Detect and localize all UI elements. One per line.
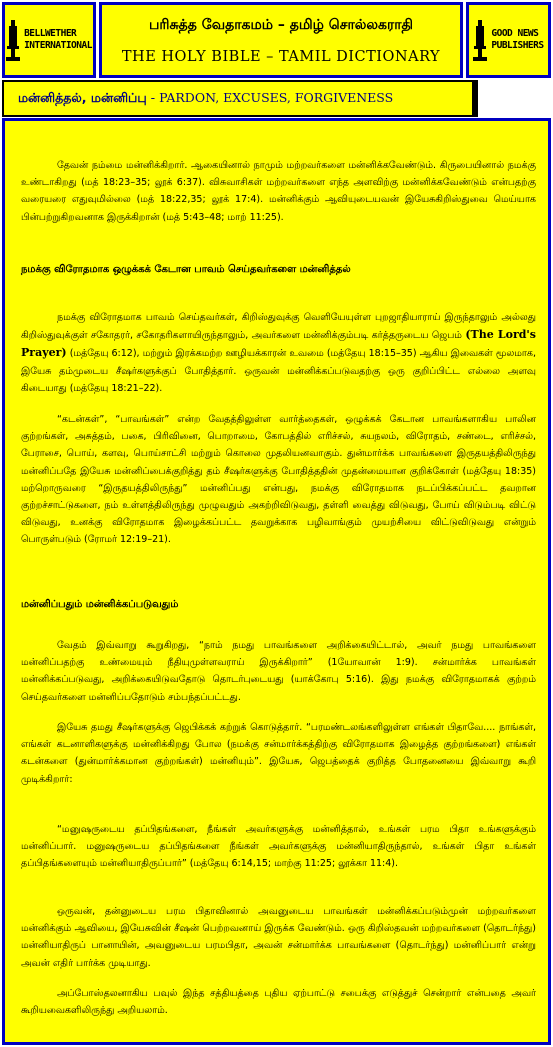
topic-bar <box>2 80 474 117</box>
paragraph-matthew-quote: “மனுஷருடைய தப்பிதங்களை, நீங்கள் அவர்களுக்கு மன்னித்தால், உங்கள் பரம பிதா உங்களுக்கும் மன்னிப்பார். மனுஷருடைய தப்பிதங்களை நீங்கள் அவர்களுக்கு மன்னியாதிருந்தால், உங்கள் பிதா உங்கள் தப்பிதங்களையும் மன்னியாதிருப்பார்” (மத்தேயு 6:14,15; மாற்கு 11:25; லூக்கா 11:4). <box>21 824 536 870</box>
logo-right-line1: GOOD NEWS <box>491 28 539 39</box>
topic-separator: - <box>146 90 160 105</box>
topic-bar-shadow <box>474 80 478 117</box>
title-tamil: பரிசுத்த வேதாகமம் – தமிழ் சொல்லகராதி <box>149 17 413 33</box>
lamp-icon <box>6 18 20 62</box>
good-news-logo <box>466 2 551 78</box>
content-panel <box>2 118 551 1045</box>
section-heading-1: நமக்கு விரோதமாக ஒழுக்கக் கேடான பாவம் செய்தவர்களை மன்னித்தல் <box>21 264 351 275</box>
logo-left-line2: INTERNATIONAL <box>24 40 92 51</box>
section-heading-2: மன்னிப்பதும் மன்னிக்கப்படுவதும் <box>21 599 179 610</box>
topic-tamil: மன்னித்தல், மன்னிப்பு <box>18 90 147 105</box>
paragraph-intro: தேவன் நம்மை மன்னிக்கிறார். ஆகையினால் நாமும் மற்றவர்களை மன்னிக்கவேண்டும். கிருபையினால் நமக்கு உண்டாகிறது (மத் 18:23–35; லூக் 6:37). விசுவாசிகள் மற்றவர்களை எந்த அளவிற்கு மன்னிக்கவேண்டும் என்பதற்கு வரையரை எதுவுமில்லை (மத் 18:22,35; லூக் 17:4). மன்னிக்கும் ஆவியுடையவன் இயேசுகிறிஸ்துவை மெய்யாக பின்பற்றுகிறவனாக இருக்கிறான் (மத் 5:43–48; மாற் 11:25). <box>21 160 536 223</box>
lords-prayer-english: (The Lord's Prayer) <box>21 328 536 360</box>
bellwether-logo <box>2 2 96 78</box>
paragraph-lords-prayer-teaching: இயேசு தமது சீஷர்களுக்கு ஜெபிக்கக் கற்றுக் கொடுத்தார். “பரமண்டலங்களிலுள்ள எங்கள் பிதாவே.... நாங்கள், எங்கள் கடனாளிகளுக்கு மன்னிக்கிறது போல (நமக்கு சன்மார்க்கத்திற்கு விரோதமாக இழைத்த குற்றங்களை) எங்கள் கடன்களை (துன்மார்க்கமான குற்றங்கள்) மன்னியும்”. இயேசு, ஜெபத்தைக் குறித்த போதனையை இவ்வாறு கூறி முடிக்கிறார்: <box>21 722 536 785</box>
title-english: THE HOLY BIBLE – TAMIL DICTIONARY <box>121 49 441 65</box>
paragraph-debts-sins: “கடன்கள்”, “பாவங்கள்” என்ற வேதத்திலுள்ள வார்த்தைகள், ஒழுக்கக் கேடான பாவங்களாகிய பாலின குற்றங்கள், அசுத்தம், பகை, பிரிவினை, பொறாமை, கோபத்தில் எரிச்சல், சுயநலம், விரோதம், சண்டை, எரிச்சல், பேராசை, பொய், களவு, பொய்சாட்சி மற்றும் கொலை முதலியனவாகும். துன்மார்க்க பாவங்களை இருதயத்திலிருந்து மன்னிப்பதே இயேசு மன்னிப்பைக்குறித்து தம் சீஷர்களுக்கு போதித்ததின் முதன்மையான குறிக்கோள் (மத்தேயு 18:35) மற்றொருவரை “இருதயத்திலிருந்து” மன்னிப்பது என்பது, நமக்கு விரோதமாக நடப்பிக்கப்பட்ட தவறான குற்றச்சாட்டுகளை, நம் உள்ளத்திலிருந்து முழுவதும் அகற்றிவிடுவது, தள்ளி வைத்து விடுவது, போய் விடும்படி விட்டு விடுவது, உனக்கு விரோதமாக இழைக்கப்பட்ட தவறுக்காக பழிவாங்கும் முயற்சியை விட்டுவிடுவது என்றும் பொருள்படும் (ரோமர் 12:19–21). <box>21 414 536 546</box>
topic-english: PARDON, EXCUSES, FORGIVENESS <box>159 90 394 105</box>
logo-right-line2: PUBLISHERS <box>491 40 544 51</box>
title-box <box>99 2 463 78</box>
paragraph-lords-prayer: நமக்கு விரோதமாக பாவம் செய்தவர்கள், கிறிஸ்துவுக்கு வெளியேயுள்ள புறஜாதியாராய் இருந்தாலும் அல்லது கிறிஸ்துவுக்குள் சகோதரர், சகோதரிகளாயிருந்தாலும், அவர்களை மன்னிக்கும்படி கர்த்தருடைய ஜெபம் (The Lord's Prayer) (மத்தேயு 6:12), மற்றும் இரக்கமற்ற ஊழியக்காரன் உவமை (மத்தேயு 18:15–35) ஆகிய இவைகள் மூலமாக, இயேசு தம்முடைய சீஷர்களுக்குப் போதித்தார். ஒருவன் மன்னிக்கப்படுவதற்கு ஒரு குறிப்பிட்ட எல்லை அளவு கிடையாது (மத்தேயு 18:21–22). <box>21 312 536 394</box>
lamp-icon <box>473 18 487 62</box>
paragraph-disciple-spirit: ஒருவன், தன்னுடைய பரம பிதாவினால் அவனுடைய பாவங்கள் மன்னிக்கப்படும்முன் மற்றவர்களை மன்னிக்கும் ஆவியை, இயேசுவின் சீஷன் பெற்றவனாய் இருக்க வேண்டும். ஒரு கிறிஸ்தவன் மற்றவர்களை (தொடர்ந்து) மன்னியாதிருப் பானாயின், அவனுடைய பரமபிதா, அவன் சன்மார்க்க பாவங்களை (தொடர்ந்து) மன்னிப்பார் என்று அவன் எதிர் பார்க்க முடியாது. <box>21 906 536 969</box>
paragraph-paul: அப்போஸ்தலனாகிய பவுல் இந்த சத்தியத்தை புதிய ஏற்பாட்டு சபைக்கு எடுத்துச் சென்றார் என்பதை அவர் கூறியவைகளிலிருந்து அறியலாம். <box>21 988 536 1017</box>
paragraph-confession: வேதம் இவ்வாறு கூறுகிறது, “நாம் நமது பாவங்களை அறிக்கையிட்டால், அவர் நமது பாவங்களை மன்னிப்பதற்கு உண்மையும் நீதியுமுள்ளவராய் இருக்கிறார்” (1யோவான் 1:9). சன்மார்க்க பாவங்கள் மன்னிக்கப்படுவது, அறிக்கையிடுவதோடு தொடர்புடையது (யாக்கோபு 5:16). இது நமக்கு விரோதமாகக் குற்றம் செய்தவர்களை மன்னிப்பதோடும் சம்பந்தப்பட்டது. <box>21 640 536 703</box>
logo-left-line1: BELLWETHER <box>24 28 77 39</box>
topic-title <box>18 90 393 107</box>
